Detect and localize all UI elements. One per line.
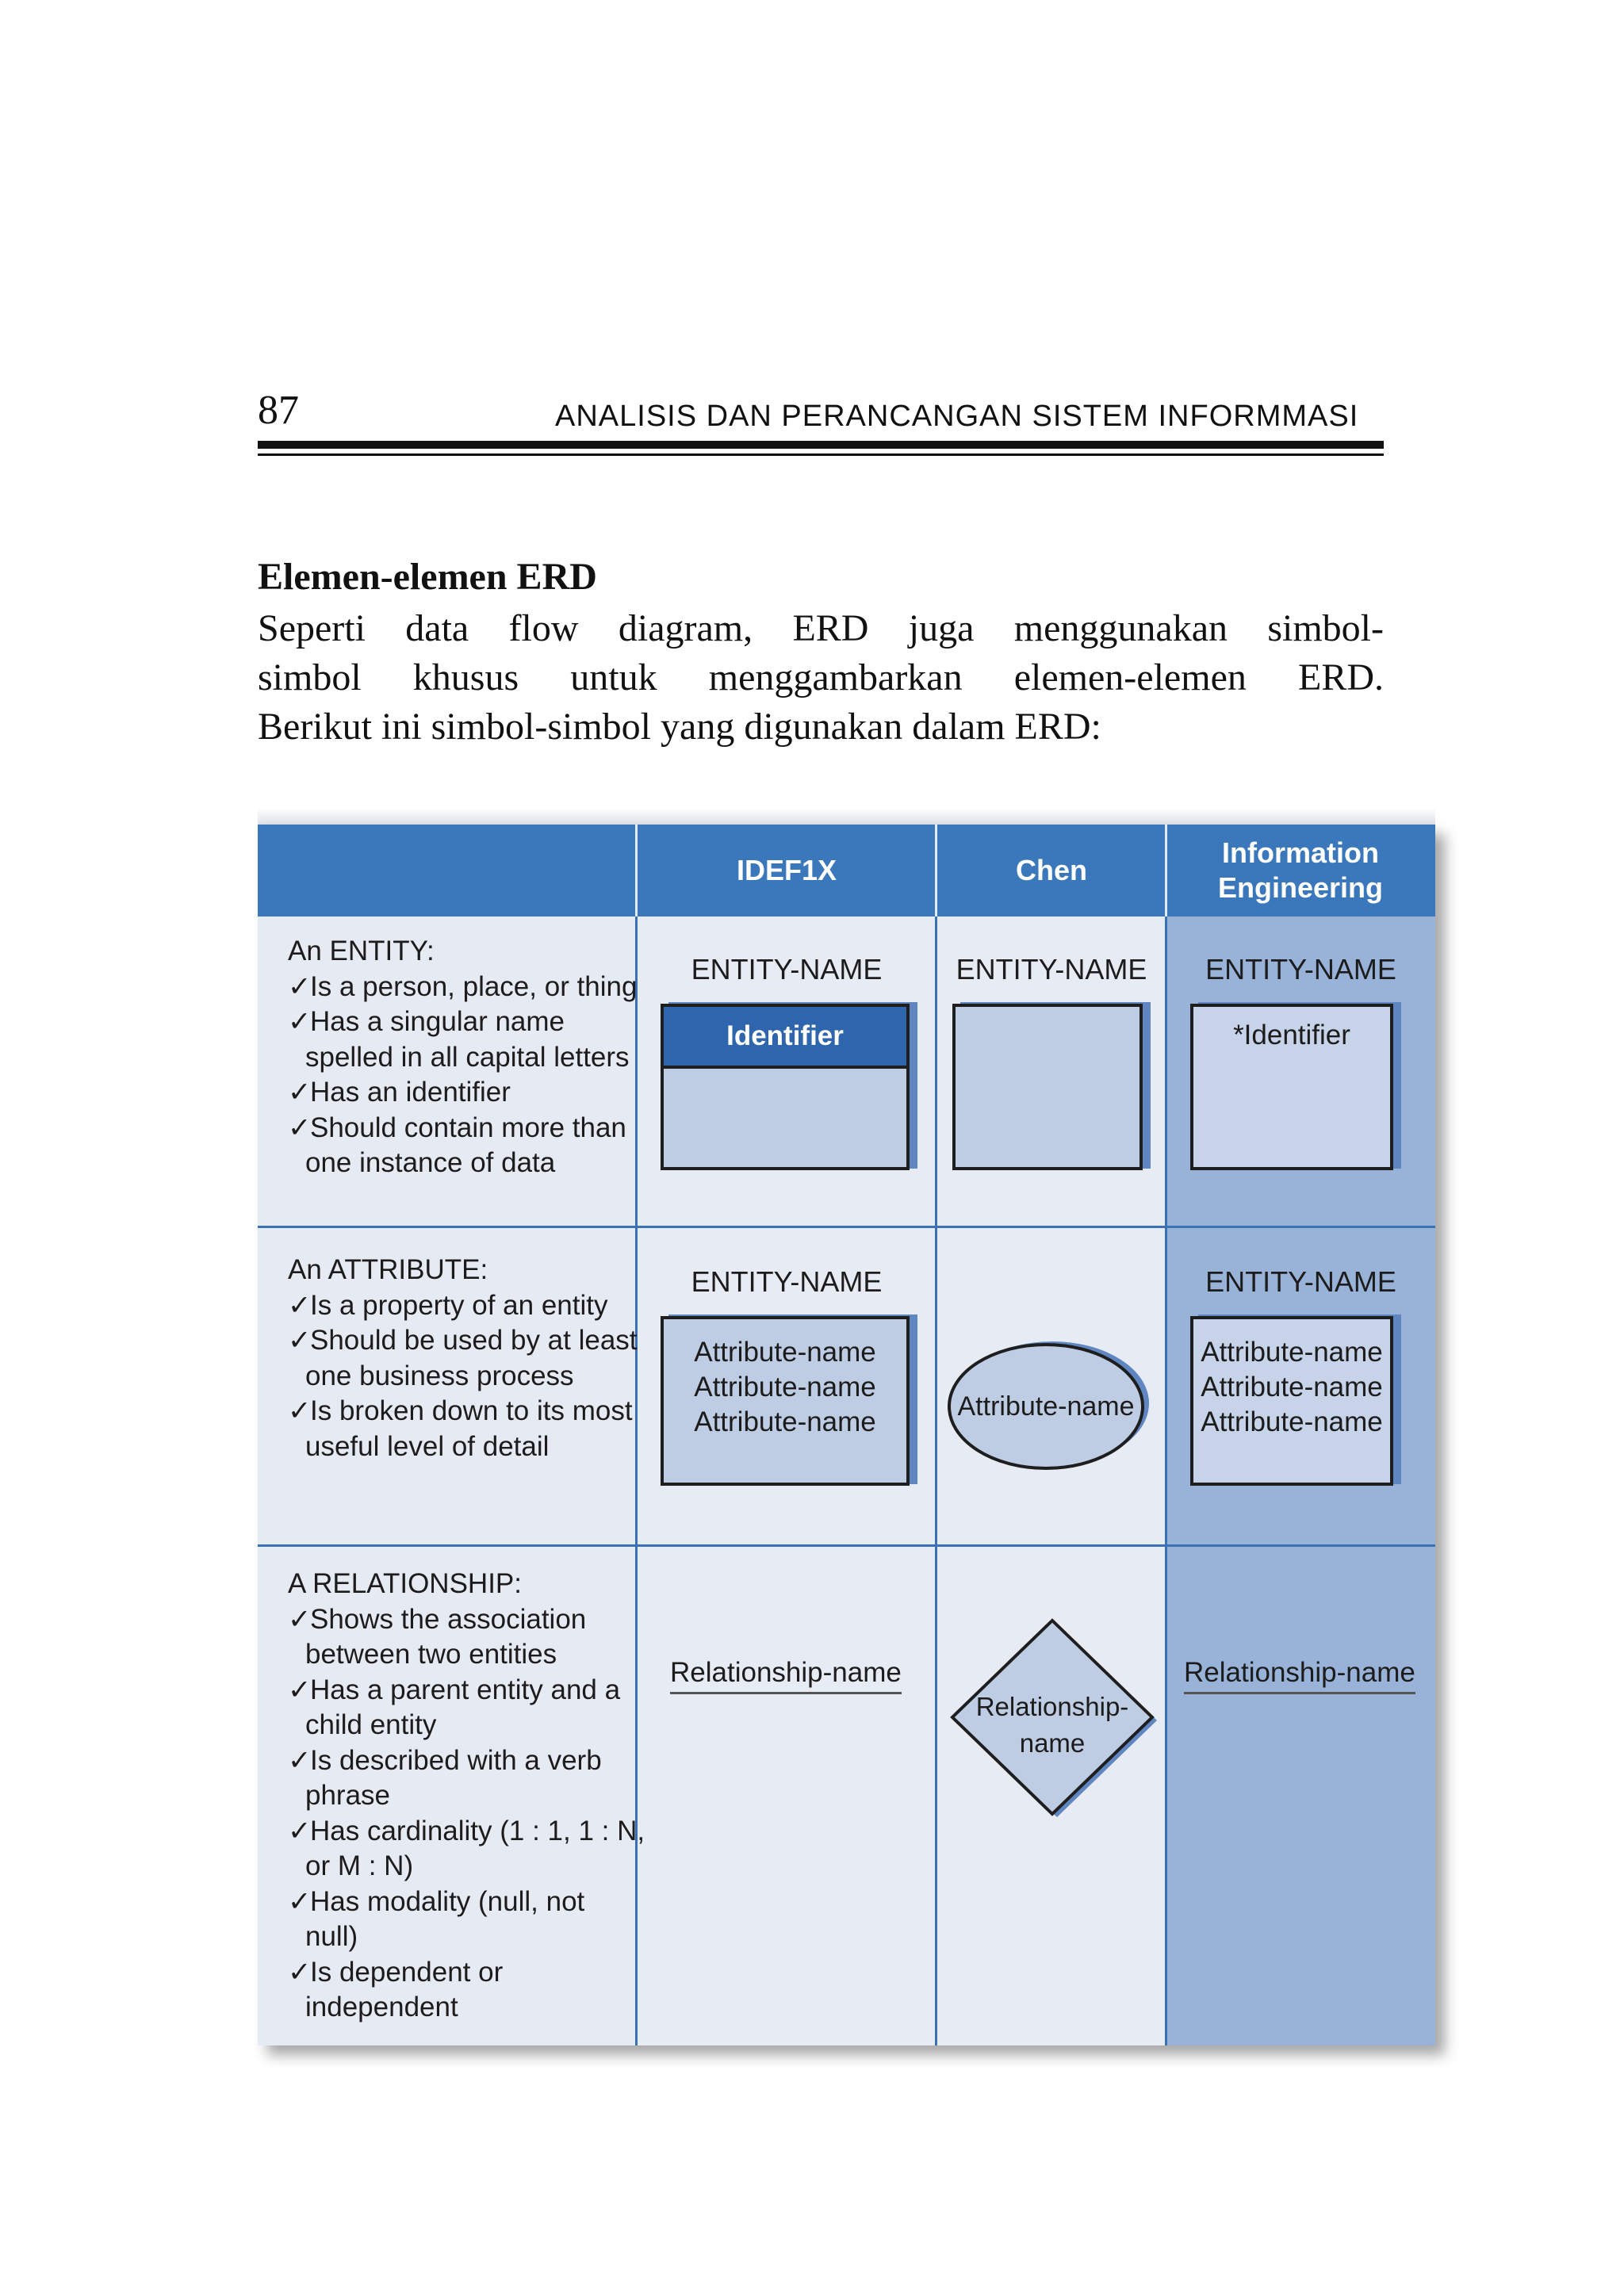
entity-description <box>288 934 637 1181</box>
header-divider <box>635 825 638 916</box>
check-icon: ✓ <box>288 1289 312 1321</box>
idef1x-entity-box <box>661 1004 910 1170</box>
check-icon: ✓ <box>288 1956 312 1988</box>
check-icon: ✓ <box>288 1885 312 1917</box>
attribute-name: Attribute-name <box>694 1337 876 1368</box>
body-line: Berikut ini simbol-simbol yang digunakan dalam ERD: <box>258 706 1101 748</box>
relationship-item: ✓Has cardinality (1 : 1, 1 : N, or M : N) <box>288 1815 645 1881</box>
running-head: ANALISIS DAN PERANCANGAN SISTEM INFORMMASI <box>555 400 1359 433</box>
ie-attribute-entity-name: ENTITY-NAME <box>1205 1265 1396 1298</box>
attribute-name: Attribute-name <box>1201 1372 1383 1402</box>
body-paragraph <box>258 604 1384 752</box>
check-icon: ✓ <box>288 1603 312 1635</box>
check-icon: ✓ <box>288 1325 312 1356</box>
row-divider <box>258 1226 1435 1228</box>
attribute-name: Attribute-name <box>1201 1337 1383 1368</box>
row-divider <box>258 1544 1435 1547</box>
check-icon: ✓ <box>288 1112 312 1143</box>
attribute-item: ✓Should be used by at least one business process <box>288 1325 638 1391</box>
header-divider <box>935 825 937 916</box>
idef1x-attribute-entity-name: ENTITY-NAME <box>691 1265 883 1298</box>
body-line: Seperti data flow diagram, ERD juga menggunakan simbol- <box>258 607 1384 649</box>
idef1x-relationship-name: Relationship-name <box>670 1657 902 1694</box>
ie-identifier: *Identifier <box>1233 1020 1350 1050</box>
check-icon: ✓ <box>288 1006 312 1037</box>
entity-item: ✓Has an identifier <box>288 1075 637 1111</box>
idef1x-identifier: Identifier <box>664 1007 906 1069</box>
relationship-title: A RELATIONSHIP: <box>288 1568 522 1599</box>
figure-top-shade <box>258 809 1435 826</box>
relationship-item: ✓Is described with a verb phrase <box>288 1744 602 1811</box>
entity-item: ✓Has a singular name spelled in all capital letters <box>288 1006 630 1073</box>
chen-attribute-name: Attribute-name <box>957 1391 1135 1422</box>
ie-attribute-list <box>1193 1335 1390 1440</box>
entity-title: An ENTITY: <box>288 936 435 966</box>
ie-entity-name: ENTITY-NAME <box>1205 953 1396 985</box>
check-icon: ✓ <box>288 1395 312 1426</box>
header-rule-thick <box>258 441 1384 449</box>
relationship-description <box>288 1567 645 2026</box>
header-idef1x: IDEF1X <box>736 854 837 886</box>
attribute-name: Attribute-name <box>694 1406 876 1437</box>
erd-notation-table <box>258 825 1435 2045</box>
attribute-name: Attribute-name <box>694 1372 876 1402</box>
idef1x-attribute-list <box>664 1335 906 1440</box>
attribute-description <box>288 1253 638 1464</box>
idef1x-attribute-box <box>661 1316 910 1486</box>
check-icon: ✓ <box>288 1674 312 1705</box>
check-icon: ✓ <box>288 1744 312 1776</box>
entity-item: ✓Should contain more than one instance of data <box>288 1112 626 1178</box>
check-icon: ✓ <box>288 970 312 1002</box>
attribute-item: ✓Is broken down to its most useful level of detail <box>288 1395 633 1462</box>
idef1x-entity-name: ENTITY-NAME <box>691 953 883 985</box>
attribute-item: ✓Is a property of an entity <box>288 1288 638 1324</box>
chen-entity-name: ENTITY-NAME <box>956 953 1147 985</box>
check-icon: ✓ <box>288 1077 312 1108</box>
header-rule-thin <box>258 453 1384 456</box>
attribute-name: Attribute-name <box>1201 1406 1383 1437</box>
header-divider <box>1165 825 1167 916</box>
body-line: simbol khusus untuk menggambarkan elemen-elemen ERD. <box>258 656 1384 698</box>
header-chen: Chen <box>1016 854 1087 886</box>
attribute-title: An ATTRIBUTE: <box>288 1254 488 1285</box>
table-header-row <box>258 825 1435 916</box>
entity-item: ✓Is a person, place, or thing <box>288 970 637 1005</box>
check-icon: ✓ <box>288 1815 312 1846</box>
relationship-item: ✓Is dependent or independent <box>288 1956 504 2022</box>
header-information-engineering: Information Engineering <box>1217 836 1384 904</box>
page-number: 87 <box>258 388 299 433</box>
ie-relationship-name: Relationship-name <box>1184 1657 1415 1694</box>
chen-entity-box <box>952 1004 1143 1170</box>
relationship-item: ✓Has a parent entity and a child entity <box>288 1674 621 1740</box>
chen-relationship-name: Relationship- name <box>975 1692 1129 1758</box>
ie-entity-box <box>1190 1004 1393 1170</box>
section-title: Elemen-elemen ERD <box>258 556 597 598</box>
relationship-item: ✓Shows the association between two entities <box>288 1603 587 1670</box>
ie-attribute-box <box>1190 1316 1393 1486</box>
relationship-item: ✓Has modality (null, not null) <box>288 1885 585 1952</box>
